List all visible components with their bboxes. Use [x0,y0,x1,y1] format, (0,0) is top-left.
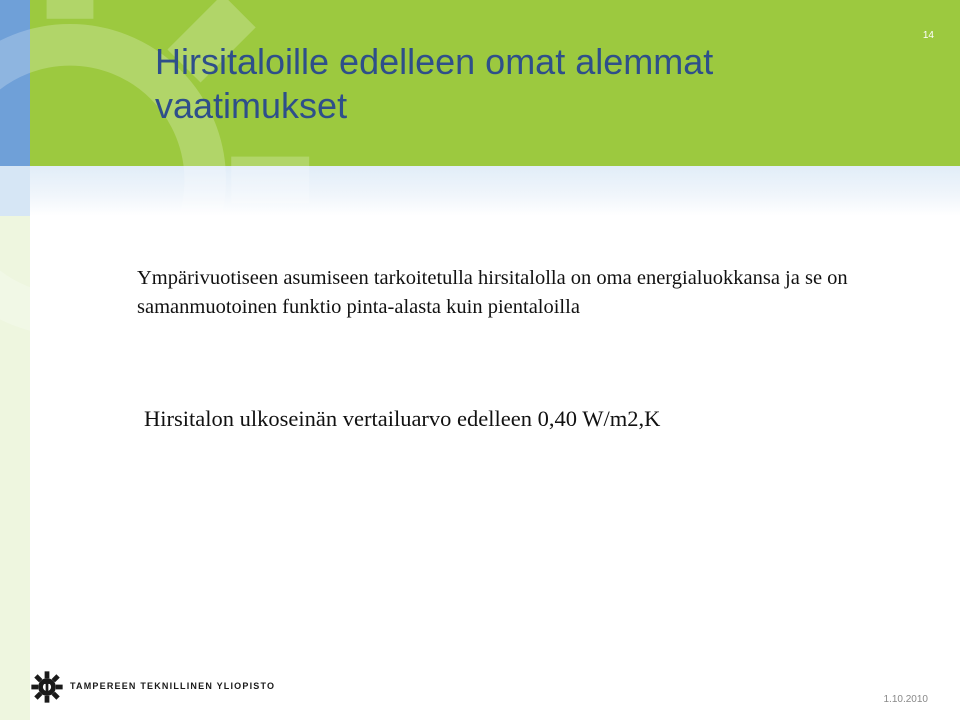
body-paragraph-2: Hirsitalon ulkoseinän vertailuarvo edelleen 0,40 W/m2,K [144,406,661,431]
body-paragraph-1: Ympärivuotiseen asumiseen tarkoitetulla hirsitalolla on oma energialuokkansa ja se on samanmuotoinen funktio pinta-alasta kuin pientaloilla [137,267,848,318]
slide-number: 14 [922,30,934,41]
slide-date: 1.10.2010 [883,694,928,705]
university-name: TAMPEREEN TEKNILLINEN YLIOPISTO [70,681,276,691]
university-gear-logo-icon [30,670,64,704]
slide-title: Hirsitaloille edelleen omat alemmat vaatimukset [155,41,714,126]
